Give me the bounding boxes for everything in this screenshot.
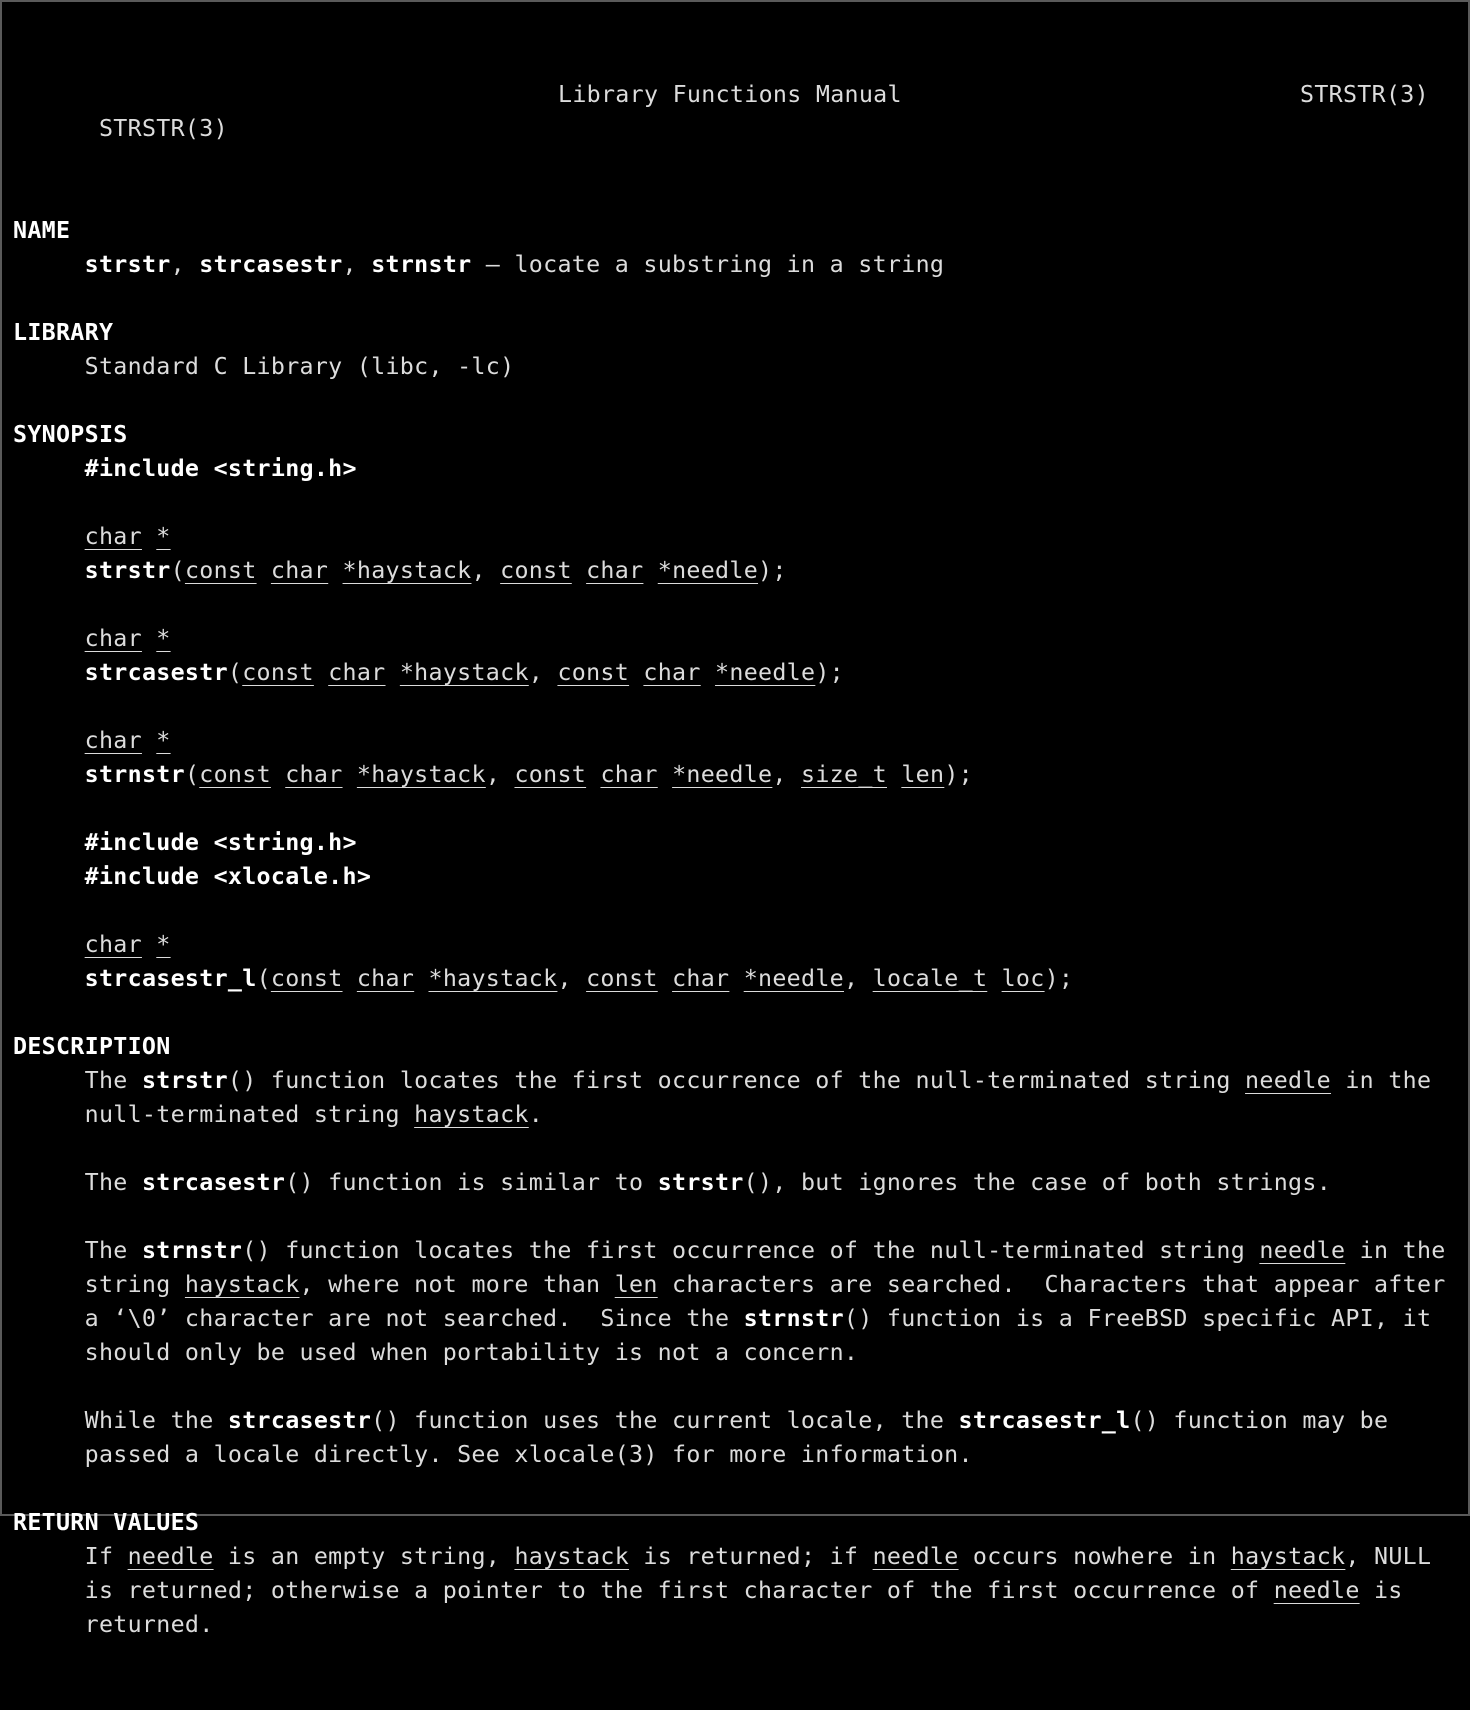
underlined-term: needle	[1245, 1067, 1332, 1094]
text-run	[13, 727, 85, 754]
man-line	[13, 1574, 1453, 1608]
underlined-term: locale_t	[872, 965, 988, 992]
underlined-term: char	[356, 965, 415, 992]
text-run	[572, 557, 586, 584]
underlined-term: char	[270, 557, 329, 584]
text-run	[142, 931, 156, 958]
underlined-term: size_t	[801, 761, 887, 788]
text-run	[13, 761, 85, 788]
underlined-term: *haystack	[399, 659, 529, 686]
text-run: is returned; if	[629, 1543, 873, 1570]
text-run: () function may be	[1130, 1407, 1389, 1434]
text-run: () function is similar to	[285, 1169, 658, 1196]
bold-term: #include <string.h>	[84, 829, 357, 856]
text-run: occurs nowhere in	[958, 1543, 1231, 1570]
man-line	[13, 928, 1453, 962]
text-run	[643, 557, 657, 584]
text-run: ,	[471, 557, 501, 584]
underlined-term: *	[156, 625, 171, 652]
text-run	[586, 761, 600, 788]
text-run	[343, 761, 357, 788]
text-run: in the	[1345, 1237, 1446, 1264]
underlined-term: const	[184, 557, 257, 584]
bold-term: strcasestr	[84, 659, 228, 686]
man-line	[13, 996, 1453, 1030]
underlined-term: char	[84, 931, 142, 958]
man-line	[13, 1064, 1453, 1098]
underlined-term: char	[586, 557, 644, 584]
bold-term: strstr	[657, 1169, 744, 1196]
man-line	[13, 622, 1453, 656]
text-run: ,	[844, 965, 873, 992]
text-run	[729, 965, 743, 992]
man-line	[13, 690, 1453, 724]
text-run: in the	[1331, 1067, 1432, 1094]
man-line	[13, 826, 1453, 860]
underlined-term: *haystack	[356, 761, 486, 788]
man-line	[13, 418, 1453, 452]
man-line	[13, 248, 1453, 282]
bold-term: strstr	[141, 1067, 228, 1094]
text-run: ,	[342, 251, 372, 278]
man-line	[13, 384, 1453, 418]
man-line	[13, 486, 1453, 520]
bold-term: LIBRARY	[13, 319, 114, 346]
man-line	[13, 554, 1453, 588]
text-run: The	[13, 1067, 142, 1094]
man-line	[13, 350, 1453, 384]
text-run	[13, 829, 85, 856]
text-run: string	[13, 1271, 185, 1298]
text-run	[13, 557, 85, 584]
underlined-term: loc	[1001, 965, 1045, 992]
text-run: );	[1044, 965, 1074, 992]
text-run: () function locates the first occurrence of the null-terminated string	[242, 1237, 1260, 1264]
man-page-text	[13, 10, 1453, 1710]
text-run: passed a locale directly. See xlocale(3) for more information.	[13, 1441, 973, 1468]
text-run: If	[13, 1543, 128, 1570]
text-run: is returned; otherwise a pointer to the first character of the first occurrence of	[13, 1577, 1274, 1604]
text-run: The	[13, 1237, 142, 1264]
man-line	[13, 1132, 1453, 1166]
text-run	[887, 761, 901, 788]
man-line	[13, 520, 1453, 554]
underlined-term: needle	[1273, 1577, 1360, 1604]
man-line	[13, 860, 1453, 894]
bold-term: strnstr	[84, 761, 185, 788]
text-run: ,	[485, 761, 515, 788]
man-line	[13, 1370, 1453, 1404]
man-line	[13, 1506, 1453, 1540]
bold-term: strcasestr	[227, 1407, 372, 1434]
text-run	[271, 761, 285, 788]
text-run: should only be used when portability is not a concern.	[13, 1339, 859, 1366]
man-line	[13, 214, 1453, 248]
text-run: );	[815, 659, 844, 686]
text-run	[629, 659, 643, 686]
man-body	[13, 180, 1453, 1642]
text-run	[314, 659, 328, 686]
man-line	[13, 1472, 1453, 1506]
underlined-term: *haystack	[342, 557, 472, 584]
man-line	[13, 282, 1453, 316]
underlined-term: haystack	[514, 1543, 630, 1570]
underlined-term: char	[84, 625, 142, 652]
man-line	[13, 1098, 1453, 1132]
bold-term: strnstr	[743, 1305, 844, 1332]
man-line	[13, 452, 1453, 486]
underlined-term: needle	[872, 1543, 959, 1570]
man-line	[13, 724, 1453, 758]
bold-term: strstr	[84, 251, 171, 278]
text-run	[987, 965, 1001, 992]
underlined-term: char	[84, 727, 142, 754]
text-run	[328, 557, 342, 584]
bold-term: strcasestr	[199, 251, 343, 278]
man-line	[13, 1438, 1453, 1472]
underlined-term: *	[156, 931, 171, 958]
man-header	[13, 78, 1453, 142]
text-run	[13, 659, 85, 686]
text-run: a ‘\0’ character are not searched. Since the	[13, 1305, 744, 1332]
text-run: Standard C Library (libc, -lc)	[13, 353, 515, 380]
text-run	[13, 523, 85, 550]
underlined-term: haystack	[184, 1271, 300, 1298]
underlined-term: *needle	[672, 761, 773, 788]
text-run	[658, 965, 672, 992]
underlined-term: char	[285, 761, 343, 788]
man-line	[13, 792, 1453, 826]
underlined-term: *needle	[715, 659, 816, 686]
bold-term: DESCRIPTION	[13, 1033, 171, 1060]
underlined-term: const	[270, 965, 343, 992]
text-run	[386, 659, 400, 686]
text-run	[701, 659, 715, 686]
bold-term: strcasestr	[141, 1169, 286, 1196]
text-run: (	[184, 761, 200, 788]
text-run: );	[758, 557, 787, 584]
text-run: ,	[528, 659, 558, 686]
man-line	[13, 758, 1453, 792]
underlined-term: *	[156, 523, 171, 550]
bold-term: #include <xlocale.h>	[84, 863, 372, 890]
text-run	[658, 761, 672, 788]
man-line	[13, 1336, 1453, 1370]
underlined-term: char	[643, 659, 701, 686]
text-run: () function is a FreeBSD specific API, it	[843, 1305, 1432, 1332]
man-line	[13, 894, 1453, 928]
underlined-term: haystack	[1230, 1543, 1346, 1570]
man-line	[13, 1200, 1453, 1234]
text-run: (	[256, 965, 271, 992]
text-run: is	[1359, 1577, 1403, 1604]
text-run: (	[170, 557, 185, 584]
text-run: , NULL	[1345, 1543, 1432, 1570]
man-line	[13, 1540, 1453, 1574]
man-line	[13, 1608, 1453, 1642]
text-run	[142, 625, 156, 652]
underlined-term: char	[84, 523, 142, 550]
man-line	[13, 588, 1453, 622]
text-run	[13, 965, 85, 992]
underlined-term: const	[242, 659, 314, 686]
man-line	[13, 180, 1453, 214]
text-run: ,	[772, 761, 802, 788]
text-run: ,	[557, 965, 587, 992]
underlined-term: haystack	[414, 1101, 529, 1128]
header-left: STRSTR(3)	[98, 115, 228, 142]
text-run	[13, 455, 85, 482]
underlined-term: char	[600, 761, 658, 788]
text-run: is an empty string,	[213, 1543, 515, 1570]
man-line	[13, 1234, 1453, 1268]
bold-term: #include <string.h>	[84, 455, 357, 482]
text-run	[142, 523, 156, 550]
bold-term: strstr	[84, 557, 171, 584]
underlined-term: const	[557, 659, 630, 686]
text-run: () function locates the first occurrence of the null-terminated string	[227, 1067, 1246, 1094]
underlined-term: *haystack	[428, 965, 558, 992]
text-run	[13, 863, 85, 890]
underlined-term: needle	[127, 1543, 214, 1570]
bold-term: strcasestr_l	[958, 1407, 1131, 1434]
underlined-term: char	[672, 965, 730, 992]
man-line	[13, 962, 1453, 996]
underlined-term: const	[586, 965, 658, 992]
underlined-term: char	[328, 659, 386, 686]
text-run: returned.	[13, 1611, 214, 1638]
underlined-term: const	[199, 761, 271, 788]
underlined-term: *	[156, 727, 171, 754]
text-run: The	[13, 1169, 142, 1196]
underlined-term: len	[614, 1271, 658, 1298]
underlined-term: *needle	[743, 965, 844, 992]
text-run	[13, 625, 85, 652]
bold-term: strcasestr_l	[84, 965, 257, 992]
man-line	[13, 1268, 1453, 1302]
underlined-term: const	[514, 761, 587, 788]
underlined-term: *needle	[657, 557, 759, 584]
text-run: );	[944, 761, 973, 788]
text-run: () function uses the current locale, the	[371, 1407, 959, 1434]
text-run: (	[227, 659, 243, 686]
text-run	[142, 727, 156, 754]
text-run: null-terminated string	[13, 1101, 415, 1128]
bold-term: strnstr	[141, 1237, 243, 1264]
man-line	[13, 1404, 1453, 1438]
man-line	[13, 1302, 1453, 1336]
text-run: , where not more than	[299, 1271, 615, 1298]
text-run	[414, 965, 428, 992]
bold-term: RETURN VALUES	[13, 1509, 200, 1536]
bold-term: SYNOPSIS	[13, 421, 128, 448]
underlined-term: len	[901, 761, 945, 788]
text-run: .	[528, 1101, 544, 1128]
underlined-term: needle	[1259, 1237, 1346, 1264]
header-center: Library Functions Manual	[558, 81, 902, 108]
man-line	[13, 316, 1453, 350]
text-run: characters are searched. Characters that appear after	[657, 1271, 1446, 1298]
text-run	[343, 965, 357, 992]
text-run	[257, 557, 271, 584]
man-line	[13, 656, 1453, 690]
header-right: STRSTR(3)	[1300, 81, 1429, 108]
text-run	[13, 251, 85, 278]
bold-term: strnstr	[371, 251, 472, 278]
underlined-term: const	[500, 557, 572, 584]
text-run: While the	[13, 1407, 228, 1434]
man-line	[13, 1166, 1453, 1200]
text-run: – locate a substring in a string	[471, 251, 945, 278]
text-run	[13, 931, 85, 958]
text-run: ,	[170, 251, 200, 278]
bold-term: NAME	[13, 217, 71, 244]
man-line	[13, 1030, 1453, 1064]
text-run: (), but ignores the case of both strings.	[743, 1169, 1332, 1196]
